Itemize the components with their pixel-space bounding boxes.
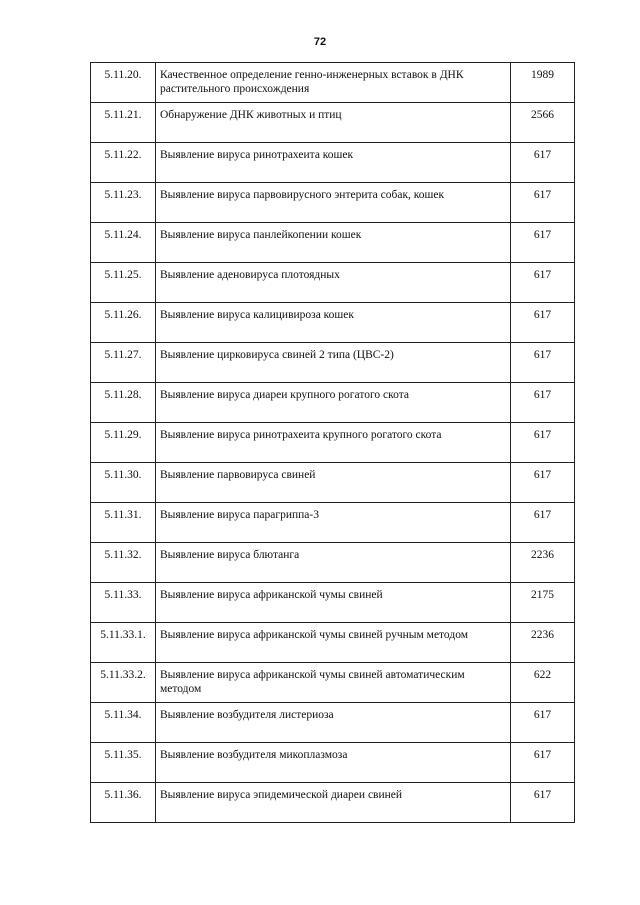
service-name-cell: Выявление вируса калицивироза кошек [156,303,511,343]
table-body [91,63,575,823]
row-number-cell: 5.11.21. [91,103,156,143]
price-cell: 1989 [511,63,575,103]
table-row [91,623,575,663]
row-number-cell: 5.11.22. [91,143,156,183]
price-cell: 617 [511,223,575,263]
table-row [91,583,575,623]
service-name-cell: Выявление вируса диареи крупного рогатого скота [156,383,511,423]
row-number-cell: 5.11.24. [91,223,156,263]
price-cell: 617 [511,383,575,423]
service-name-cell: Выявление возбудителя листериоза [156,703,511,743]
table-row [91,63,575,103]
price-cell: 2236 [511,543,575,583]
price-cell: 617 [511,703,575,743]
service-name-cell: Выявление вируса эпидемической диареи свиней [156,783,511,823]
table-row [91,303,575,343]
table-row [91,703,575,743]
row-number-cell: 5.11.23. [91,183,156,223]
row-number-cell: 5.11.35. [91,743,156,783]
table-row [91,383,575,423]
row-number-cell: 5.11.27. [91,343,156,383]
table-row [91,663,575,703]
service-name-cell: Выявление вируса ринотрахеита крупного рогатого скота [156,423,511,463]
price-cell: 2566 [511,103,575,143]
table-row [91,183,575,223]
price-cell: 622 [511,663,575,703]
table-row [91,143,575,183]
service-name-cell: Выявление цирковируса свиней 2 типа (ЦВС-2) [156,343,511,383]
service-name-cell: Выявление вируса африканской чумы свиней автоматическим методом [156,663,511,703]
price-table [90,62,575,823]
row-number-cell: 5.11.28. [91,383,156,423]
price-cell: 617 [511,783,575,823]
price-cell: 617 [511,423,575,463]
service-name-cell: Выявление вируса парвовирусного энтерита собак, кошек [156,183,511,223]
price-cell: 617 [511,343,575,383]
service-name-cell: Выявление возбудителя микоплазмоза [156,743,511,783]
price-cell: 2175 [511,583,575,623]
service-name-cell: Выявление вируса африканской чумы свиней [156,583,511,623]
price-cell: 617 [511,743,575,783]
service-name-cell: Выявление вируса парагриппа-3 [156,503,511,543]
row-number-cell: 5.11.29. [91,423,156,463]
service-name-cell: Выявление парвовируса свиней [156,463,511,503]
service-name-cell: Выявление вируса блютанга [156,543,511,583]
row-number-cell: 5.11.33.1. [91,623,156,663]
price-cell: 617 [511,303,575,343]
table-row [91,743,575,783]
page-number: 72 [313,36,327,48]
row-number-cell: 5.11.32. [91,543,156,583]
row-number-cell: 5.11.33. [91,583,156,623]
table-row [91,463,575,503]
price-cell: 617 [511,463,575,503]
row-number-cell: 5.11.30. [91,463,156,503]
table-row [91,503,575,543]
table-row [91,543,575,583]
table-row [91,263,575,303]
row-number-cell: 5.11.31. [91,503,156,543]
service-name-cell: Выявление вируса ринотрахеита кошек [156,143,511,183]
table-row [91,223,575,263]
row-number-cell: 5.11.34. [91,703,156,743]
price-cell: 617 [511,503,575,543]
row-number-cell: 5.11.20. [91,63,156,103]
price-cell: 617 [511,183,575,223]
row-number-cell: 5.11.33.2. [91,663,156,703]
row-number-cell: 5.11.25. [91,263,156,303]
table-row [91,343,575,383]
service-name-cell: Выявление аденовируса плотоядных [156,263,511,303]
price-cell: 617 [511,143,575,183]
row-number-cell: 5.11.36. [91,783,156,823]
price-cell: 617 [511,263,575,303]
service-name-cell: Выявление вируса африканской чумы свиней ручным методом [156,623,511,663]
service-name-cell: Выявление вируса панлейкопении кошек [156,223,511,263]
service-name-cell: Обнаружение ДНК животных и птиц [156,103,511,143]
table-row [91,103,575,143]
price-cell: 2236 [511,623,575,663]
table-row [91,783,575,823]
table-row [91,423,575,463]
service-name-cell: Качественное определение генно-инженерных вставок в ДНК растительного происхождения [156,63,511,103]
row-number-cell: 5.11.26. [91,303,156,343]
